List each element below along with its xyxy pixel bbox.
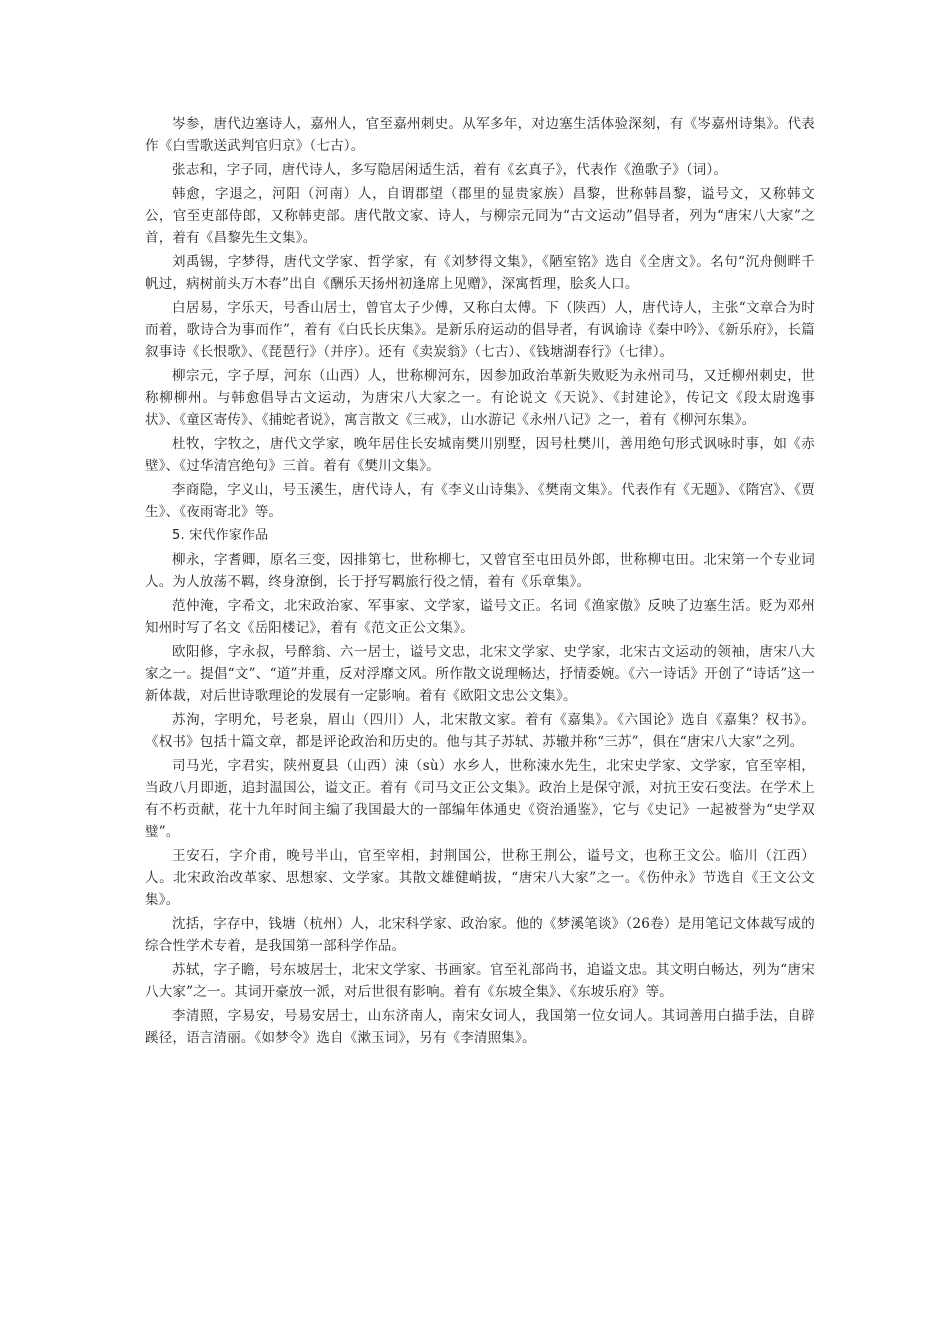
paragraph-liu-yong: 柳永，字耆卿，原名三变，因排第七，世称柳七，又曾官至屯田员外郎，世称柳屯田。北宋第一个专业词人。为人放荡不羁，终身潦倒，长于抒写羁旅行役之情，着有《乐章集》。 (145, 552, 815, 590)
paragraph-fan-zhongyan: 范仲淹，字希文，北宋政治家、军事家、文学家，谥号文正。名词《渔家傲》反映了边塞生活。贬为邓州知州时写了名文《岳阳楼记》，着有《范文正公文集》。 (145, 598, 815, 636)
paragraph-zhang-zhihe: 张志和，字子同，唐代诗人，多写隐居闲适生活，着有《玄真子》，代表作《渔歌子》（词）。 (172, 162, 728, 178)
paragraph-du-mu: 杜牧，字牧之，唐代文学家，晚年居住长安城南樊川别墅，因号杜樊川，善用绝句形式讽咏时事，如《赤壁》、《过华清宫绝句》三首。着有《樊川文集》。 (145, 436, 815, 474)
paragraph-wang-anshi: 王安石，字介甫，晚号半山，官至宰相，封荆国公，世称王荆公，谥号文，也称王文公。临川（江西）人。北宋政治改革家、思想家、文学家。其散文雄健峭拔，“唐宋八大家”之一。《伤仲永》节选自《王文公文集》。 (145, 848, 815, 908)
paragraph-sima-guang: 司马光，字君实，陕州夏县（山西）涑（sù）水乡人，世称涑水先生，北宋史学家、文学家，官至宰相，当政八月即逝，追封温国公，谥文正。着有《司马文正公文集》。政治上是保守派，对抗王安石变法。在学术上有不朽贡献，花十九年时间主编了我国最大的一部编年体通史《资治通鉴》，它与《史记》一起被誉为“史学双璧”。 (145, 758, 815, 840)
paragraph-liu-yuxi: 刘禹锡，字梦得，唐代文学家、哲学家，有《刘梦得文集》，《陋室铭》选自《全唐文》。名句“沉舟侧畔千帆过，病树前头万木春”出自《酬乐天扬州初逢席上见赠》，深寓哲理，脍炙人口。 (145, 254, 816, 292)
paragraph-liu-zongyuan: 柳宗元，字子厚，河东（山西）人，世称柳河东，因参加政治革新失败贬为永州司马，又迁柳州刺史，世称柳柳州。与韩愈倡导古文运动，为唐宋八大家之一。有论说文《天说》、《封建论》，传记文《段太尉逸事状》、《童区寄传》、《捕蛇者说》，寓言散文《三戒》，山水游记《永州八记》之一，着有《柳河东集》。 (145, 368, 815, 428)
paragraph-li-qingzhao: 李清照，字易安，号易安居士，山东济南人，南宋女词人，我国第一位女词人。其词善用白描手法，自辟蹊径，语言清丽。《如梦令》选自《漱玉词》，另有《李清照集》。 (145, 1008, 815, 1046)
paragraph-shen-kuo: 沈括，字存中，钱塘（杭州）人，北宋科学家、政治家。他的《梦溪笔谈》（26卷）是用笔记文体裁写成的综合性学术专着，是我国第一部科学作品。 (145, 916, 815, 954)
section-heading-song-dynasty: 5. 宋代作家作品 (172, 528, 269, 543)
document-body (145, 113, 815, 1051)
paragraph-bai-juyi: 白居易，字乐天，号香山居士，曾官太子少傅，又称白太傅。下（陕西）人，唐代诗人，主张“文章合为时而着，歌诗合为事而作”，着有《白氏长庆集》。是新乐府运动的倡导者，有讽谕诗《秦中吟》、《新乐府》，长篇叙事诗《长恨歌》、《琵琶行》（并序）。还有《卖炭翁》（七古）、《钱塘湖春行》（七律）。 (145, 300, 815, 360)
paragraph-su-shi: 苏轼，字子瞻，号东坡居士，北宋文学家、书画家。官至礼部尚书，追谥文忠。其文明白畅达，列为“唐宋八大家”之一。其词开豪放一派，对后世很有影响。着有《东坡全集》、《东坡乐府》等。 (145, 962, 815, 1000)
paragraph-cen-shen: 岑参，唐代边塞诗人，嘉州人，官至嘉州刺史。从军多年，对边塞生活体验深刻，有《岑嘉州诗集》。代表作《白雪歌送武判官归京》（七古）。 (145, 116, 815, 154)
paragraph-su-xun: 苏洵，字明允，号老泉，眉山（四川）人，北宋散文家。着有《嘉集》。《六国论》选自《嘉集？权书》。《权书》包括十篇文章，都是评论政治和历史的。他与其子苏轼、苏辙并称“三苏”，俱在“唐宋八大家”之列。 (145, 712, 815, 750)
paragraph-li-shangyin: 李商隐，字义山，号玉溪生，唐代诗人，有《李义山诗集》、《樊南文集》。代表作有《无题》、《隋宫》、《贾生》、《夜雨寄北》等。 (145, 482, 815, 520)
paragraph-han-yu: 韩愈，字退之，河阳（河南）人，自谓郡望（郡里的显贵家族）昌黎，世称韩昌黎，谥号文，又称韩文公，官至吏部侍郎，又称韩吏部。唐代散文家、诗人，与柳宗元同为“古文运动”倡导者，列为“唐宋八大家”之首，着有《昌黎先生文集》。 (145, 186, 815, 246)
paragraph-ouyang-xiu: 欧阳修，字永叔，号醉翁、六一居士，谥号文忠，北宋文学家、史学家，北宋古文运动的领袖，唐宋八大家之一。提倡“文”、“道”并重，反对浮靡文风。所作散文说理畅达，抒情委婉。《六一诗话》开创了“诗话”这一新体裁，对后世诗歌理论的发展有一定影响。着有《欧阳文忠公文集》。 (145, 644, 815, 704)
